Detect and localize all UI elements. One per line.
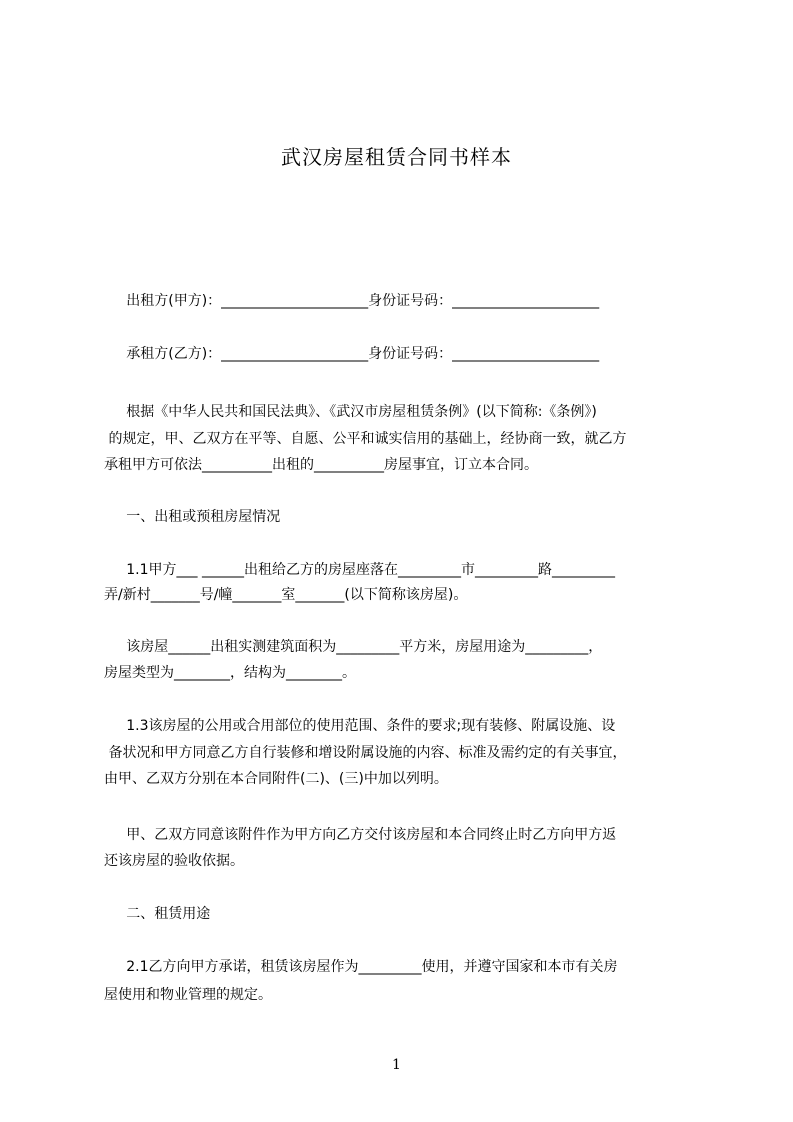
clause-1-3-line-3: 由甲、乙双方分别在本合同附件(二)、(三)中加以列明。: [104, 771, 448, 787]
clause-2-1-line-2: 屋使用和物业管理的规定。: [104, 987, 272, 1003]
clause-1-3-line-1: 1.3该房屋的公用或合用部位的使用范围、条件的要求;现有装修、附属设施、设: [104, 718, 616, 734]
preamble-line-3: 承租甲方可依法__________出租的__________房屋事宜，订立本合同。: [104, 457, 538, 473]
preamble-line-1: 根据《中华人民共和国民法典》、《武汉市房屋租赁条例》(以下简称:《条例》): [104, 404, 597, 420]
lessor-info-line: 出租方(甲方)：_____________________身份证号码：_____________________: [104, 293, 600, 309]
clause-1-1-line-1: 1.1甲方___ ______出租给乙方的房屋座落在_________市_________路_________: [104, 562, 615, 578]
document-title: 武汉房屋租赁合同书样本: [281, 145, 512, 169]
clause-2-1-line-1: 2.1乙方向甲方承诺，租赁该房屋作为_________使用，并遵守国家和本市有关房: [104, 959, 618, 975]
annex-agreement-line-2: 还该房屋的验收依据。: [104, 853, 244, 869]
annex-agreement-line-1: 甲、乙双方同意该附件作为甲方向乙方交付该房屋和本合同终止时乙方向甲方返: [104, 827, 617, 843]
area-line-2: 房屋类型为________，结构为________。: [104, 665, 356, 681]
area-line-1: 该房屋______出租实测建筑面积为_________平方米，房屋用途为_________，: [104, 639, 603, 655]
section-2-heading: 二、租赁用途: [104, 906, 211, 922]
clause-1-1-line-2: 弄/新村_______号/幢_______室_______(以下简称该房屋)。: [104, 587, 468, 603]
clause-1-3-line-2: 备状况和甲方同意乙方自行装修和增设附属设施的内容、标准及需约定的有关事宜，: [104, 745, 627, 761]
page-number: 1: [392, 1057, 401, 1073]
preamble-line-2: 的规定，甲、乙双方在平等、自愿、公平和诚实信用的基础上，经协商一致，就乙方: [104, 431, 627, 447]
lessee-info-line: 承租方(乙方)：_____________________身份证号码：_____________________: [104, 346, 600, 362]
section-1-heading: 一、出租或预租房屋情况: [104, 509, 281, 525]
